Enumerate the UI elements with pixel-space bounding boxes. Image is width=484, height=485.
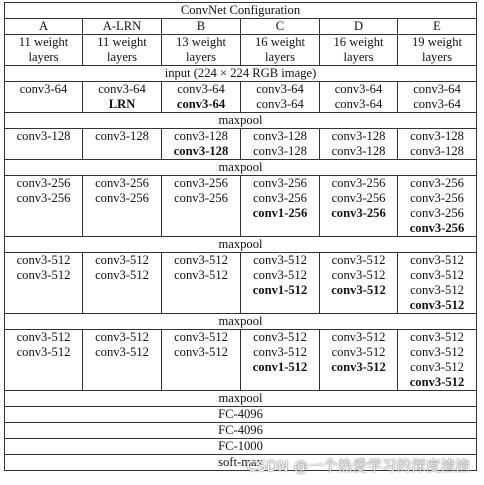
- layer-cell: [83, 253, 162, 314]
- layer-label: conv3-512: [410, 345, 464, 359]
- maxpool-row: maxpool: [5, 314, 477, 330]
- layer-label: conv3-256: [409, 221, 465, 235]
- softmax-row: soft-max: [5, 455, 477, 471]
- layer-cell: [241, 253, 320, 314]
- layer-cell: [162, 129, 241, 160]
- column-desc: [320, 35, 398, 66]
- table-title: ConvNet Configuration: [5, 3, 477, 19]
- convnet-config-table: [4, 2, 477, 471]
- layer-label: conv3-128: [410, 144, 464, 158]
- layer-cell: [162, 82, 241, 113]
- layer-label: conv3-512: [410, 283, 464, 297]
- maxpool-row: maxpool: [5, 391, 477, 407]
- layer-label: conv3-256: [410, 206, 464, 220]
- layer-label: conv3-512: [16, 345, 71, 359]
- desc-line: 11 weight: [97, 35, 147, 49]
- layer-cell: [83, 82, 162, 113]
- layer-cell: [5, 253, 83, 314]
- layer-label: conv3-256: [95, 191, 149, 205]
- layer-label: conv3-512: [174, 268, 228, 282]
- layer-cell: [162, 253, 241, 314]
- layer-label: conv3-64: [334, 97, 383, 111]
- desc-line: layers: [421, 50, 453, 64]
- layer-label: conv3-512: [253, 253, 307, 267]
- layer-label: conv3-64: [256, 97, 304, 111]
- column-header-a: A: [5, 19, 83, 35]
- layer-label: conv3-128: [174, 129, 228, 143]
- column-header-c: C: [241, 19, 320, 35]
- layer-cell: [241, 82, 320, 113]
- desc-line: layers: [28, 50, 59, 64]
- layer-label: conv3-512: [331, 345, 386, 359]
- fc-row: FC-4096: [5, 407, 477, 423]
- layer-label: conv3-128: [95, 129, 149, 143]
- layer-label: conv3-128: [331, 129, 386, 143]
- desc-line: layers: [106, 50, 138, 64]
- layer-label: conv3-256: [174, 191, 228, 205]
- layer-label: conv1-256: [252, 206, 308, 220]
- layer-label: conv3-256: [16, 191, 71, 205]
- layer-cell: [5, 82, 83, 113]
- layer-label: conv3-512: [16, 268, 71, 282]
- maxpool-row: maxpool: [5, 113, 477, 129]
- layer-label: conv3-128: [253, 144, 307, 158]
- maxpool-row: maxpool: [5, 237, 477, 253]
- layer-cell: [5, 330, 83, 391]
- desc-line: layers: [264, 50, 296, 64]
- layer-label: conv3-256: [253, 176, 307, 190]
- desc-line: 16 weight: [254, 35, 306, 49]
- layer-label: conv3-512: [174, 253, 228, 267]
- layer-label: conv3-512: [331, 253, 386, 267]
- layer-cell: [241, 330, 320, 391]
- layer-label: conv1-512: [252, 283, 308, 297]
- layer-cell: [241, 129, 320, 160]
- layer-label: conv3-512: [331, 283, 386, 297]
- column-desc: [241, 35, 320, 66]
- layer-label: conv3-512: [410, 253, 464, 267]
- layer-label: conv3-256: [331, 206, 386, 220]
- column-header-b: B: [162, 19, 241, 35]
- desc-line: 13 weight: [175, 35, 227, 49]
- desc-line: 19 weight: [411, 35, 463, 49]
- layer-label: conv3-64: [413, 97, 461, 111]
- desc-line: 11 weight: [18, 35, 69, 49]
- layer-cell: [320, 330, 398, 391]
- layer-label: conv3-256: [331, 176, 386, 190]
- column-header-a-lrn: A-LRN: [83, 19, 162, 35]
- desc-line: layers: [185, 50, 217, 64]
- layer-label: conv3-512: [95, 345, 149, 359]
- layer-label: conv3-128: [173, 144, 229, 158]
- column-desc: [398, 35, 477, 66]
- layer-cell: [320, 253, 398, 314]
- layer-label: conv3-512: [409, 375, 465, 389]
- layer-label: conv3-256: [410, 176, 464, 190]
- layer-label: conv3-256: [16, 176, 71, 190]
- layer-cell: [398, 330, 477, 391]
- layer-cell: [398, 82, 477, 113]
- layer-cell: [398, 176, 477, 237]
- column-desc: [162, 35, 241, 66]
- layer-label: conv3-512: [410, 330, 464, 344]
- layer-cell: [320, 176, 398, 237]
- layer-label: conv3-128: [410, 129, 464, 143]
- layer-label: conv1-512: [252, 360, 308, 374]
- maxpool-row: maxpool: [5, 160, 477, 176]
- layer-label: conv3-64: [19, 82, 68, 96]
- layer-label: conv3-256: [331, 191, 386, 205]
- fc-row: FC-4096: [5, 423, 477, 439]
- layer-label: conv3-512: [95, 253, 149, 267]
- layer-label: conv3-256: [174, 176, 228, 190]
- layer-cell: [398, 253, 477, 314]
- layer-label: conv3-512: [331, 330, 386, 344]
- column-header-d: D: [320, 19, 398, 35]
- csdn-watermark: CSDN @一个热爱学习的深度渣渣: [246, 459, 470, 475]
- layer-cell: [83, 330, 162, 391]
- fc-row: FC-1000: [5, 439, 477, 455]
- input-row: input (224 × 224 RGB image): [5, 66, 477, 82]
- layer-label: conv3-256: [95, 176, 149, 190]
- layer-label: conv3-64: [177, 82, 225, 96]
- layer-label: conv3-512: [410, 268, 464, 282]
- column-header-e: E: [398, 19, 477, 35]
- layer-cell: [398, 129, 477, 160]
- layer-label: conv3-512: [16, 253, 71, 267]
- desc-line: 16 weight: [333, 35, 384, 49]
- layer-label: conv3-128: [253, 129, 307, 143]
- layer-cell: [5, 129, 83, 160]
- layer-label: conv3-256: [253, 191, 307, 205]
- layer-label: conv3-512: [253, 330, 307, 344]
- layer-label: conv3-256: [410, 191, 464, 205]
- layer-label: conv3-512: [174, 345, 228, 359]
- layer-label: conv3-512: [331, 268, 386, 282]
- layer-label: conv3-64: [334, 82, 383, 96]
- layer-label: conv3-512: [253, 345, 307, 359]
- layer-label: conv3-64: [98, 82, 146, 96]
- layer-cell: [5, 176, 83, 237]
- layer-label: conv3-64: [176, 97, 226, 111]
- layer-label: conv3-512: [253, 268, 307, 282]
- layer-cell: [162, 330, 241, 391]
- layer-label: conv3-512: [95, 330, 149, 344]
- layer-cell: [241, 176, 320, 237]
- layer-label: conv3-128: [16, 129, 71, 143]
- layer-label: conv3-512: [174, 330, 228, 344]
- layer-cell: [162, 176, 241, 237]
- layer-cell: [83, 176, 162, 237]
- layer-label: LRN: [108, 97, 136, 111]
- layer-label: conv3-64: [413, 82, 461, 96]
- column-desc: [83, 35, 162, 66]
- desc-line: layers: [343, 50, 374, 64]
- layer-cell: [320, 129, 398, 160]
- layer-label: conv3-128: [331, 144, 386, 158]
- layer-label: conv3-512: [95, 268, 149, 282]
- layer-label: conv3-512: [16, 330, 71, 344]
- layer-label: conv3-512: [331, 360, 386, 374]
- layer-cell: [83, 129, 162, 160]
- layer-label: conv3-512: [409, 298, 465, 312]
- layer-label: conv3-64: [256, 82, 304, 96]
- column-desc: [5, 35, 83, 66]
- layer-cell: [320, 82, 398, 113]
- layer-label: conv3-512: [410, 360, 464, 374]
